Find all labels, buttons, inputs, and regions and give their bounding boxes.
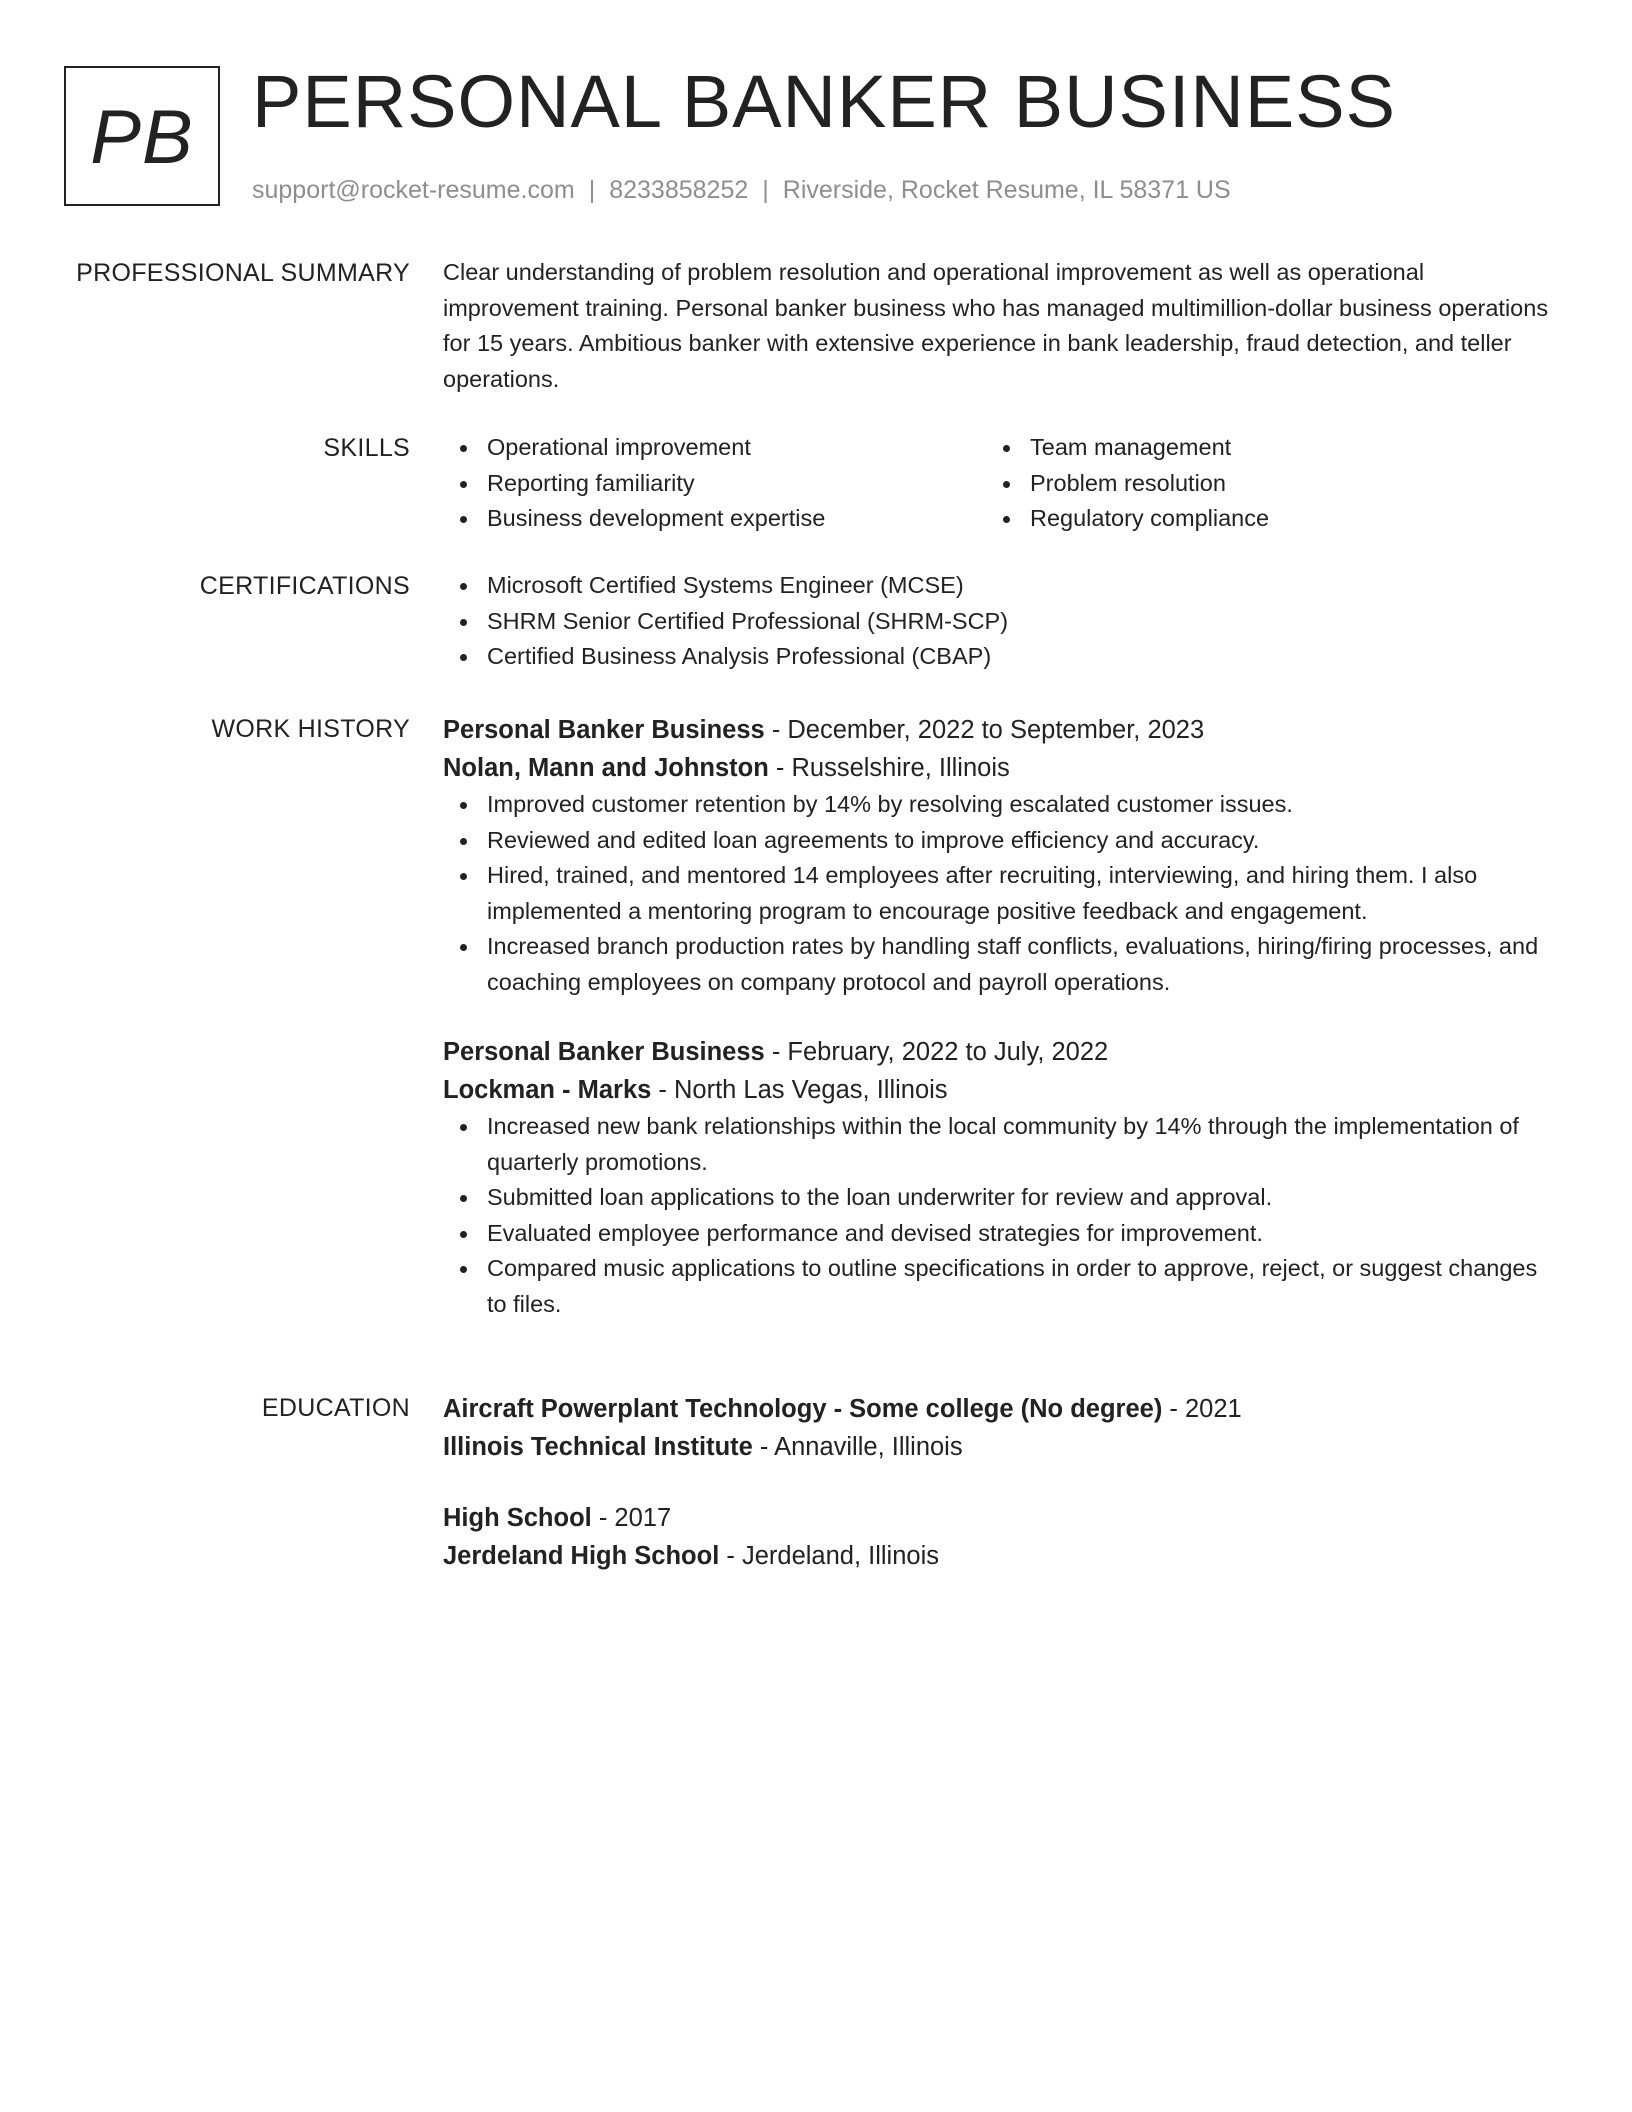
summary-body xyxy=(443,255,1558,397)
job-bullets xyxy=(443,1109,1558,1322)
job-company-line xyxy=(443,749,1558,787)
contact-separator: | xyxy=(588,176,596,204)
skill-item: Regulatory compliance xyxy=(986,501,1529,537)
contact-address: Riverside, Rocket Resume, IL 58371 US xyxy=(782,176,1231,204)
certification-item: Certified Business Analysis Professional (CBAP) xyxy=(443,639,1558,675)
skill-item: Business development expertise xyxy=(443,501,986,537)
education-school-line xyxy=(443,1428,1558,1466)
resume-name: PERSONAL BANKER BUSINESS xyxy=(252,60,1396,143)
job-bullet: Compared music applications to outline specifications in order to approve, reject, or suggest changes to files. xyxy=(443,1251,1558,1322)
contact-email: support@rocket-resume.com xyxy=(252,176,575,204)
education-year: - 2017 xyxy=(591,1504,672,1532)
section-label-education: EDUCATION xyxy=(261,1394,410,1422)
job-bullet: Submitted loan applications to the loan underwriter for review and approval. xyxy=(443,1180,1558,1216)
job-bullet: Evaluated employee performance and devised strategies for improvement. xyxy=(443,1216,1558,1252)
job-title: Personal Banker Business xyxy=(443,1038,765,1066)
skill-item: Problem resolution xyxy=(986,466,1529,502)
contact-line xyxy=(252,170,1231,210)
education-degree-line xyxy=(443,1499,1558,1537)
education-entry xyxy=(443,1499,1558,1575)
skills-body xyxy=(443,430,1558,537)
education-school: Illinois Technical Institute xyxy=(443,1433,753,1461)
job-title-line xyxy=(443,1033,1558,1071)
job-bullets xyxy=(443,787,1558,1000)
education-school-line xyxy=(443,1537,1558,1575)
skills-grid xyxy=(443,430,1558,537)
work-history-body xyxy=(443,711,1558,1322)
education-location: - Jerdeland, Illinois xyxy=(719,1542,939,1570)
monogram-initials: PB xyxy=(90,94,194,180)
job-bullet: Increased new bank relationships within the local community by 14% through the implementation of quarterly promotions. xyxy=(443,1109,1558,1180)
job-title: Personal Banker Business xyxy=(443,716,765,744)
skill-item: Operational improvement xyxy=(443,430,986,466)
job-location: - Russelshire, Illinois xyxy=(768,754,1010,782)
job-bullet: Reviewed and edited loan agreements to improve efficiency and accuracy. xyxy=(443,823,1558,859)
job-company-line xyxy=(443,1071,1558,1109)
certification-item: Microsoft Certified Systems Engineer (MCSE) xyxy=(443,568,1558,604)
education-school: Jerdeland High School xyxy=(443,1542,720,1570)
education-location: - Annaville, Illinois xyxy=(752,1433,963,1461)
education-year: - 2021 xyxy=(1162,1395,1242,1423)
education-degree-line xyxy=(443,1390,1558,1428)
certification-item: SHRM Senior Certified Professional (SHRM-SCP) xyxy=(443,604,1558,640)
section-label-certifications: CERTIFICATIONS xyxy=(199,572,410,600)
education-entry xyxy=(443,1390,1558,1466)
contact-phone: 8233858252 xyxy=(609,176,749,204)
job-title-line xyxy=(443,711,1558,749)
job-bullet: Hired, trained, and mentored 14 employees after recruiting, interviewing, and hiring them. I also implemented a mentoring program to encourage positive feedback and engagement. xyxy=(443,858,1558,929)
skills-column-1 xyxy=(443,430,986,537)
job-bullet: Increased branch production rates by handling staff conflicts, evaluations, hiring/firing processes, and coaching employees on company protocol and payroll operations. xyxy=(443,929,1558,1000)
job-dates: - December, 2022 to September, 2023 xyxy=(764,716,1205,744)
certifications-body xyxy=(443,568,1558,675)
section-label-work-history: WORK HISTORY xyxy=(211,715,410,743)
job-dates: - February, 2022 to July, 2022 xyxy=(764,1038,1109,1066)
job-location: - North Las Vegas, Illinois xyxy=(651,1076,948,1104)
monogram-badge xyxy=(64,66,220,206)
education-degree: High School xyxy=(443,1504,592,1532)
skill-item: Team management xyxy=(986,430,1529,466)
skill-item: Reporting familiarity xyxy=(443,466,986,502)
skills-column-2 xyxy=(986,430,1529,537)
job-entry xyxy=(443,1033,1558,1322)
job-bullet: Improved customer retention by 14% by resolving escalated customer issues. xyxy=(443,787,1558,823)
education-body xyxy=(443,1390,1558,1575)
job-entry xyxy=(443,711,1558,1000)
education-degree: Aircraft Powerplant Technology - Some college (No degree) xyxy=(443,1395,1163,1423)
contact-separator: | xyxy=(762,176,769,204)
summary-text: Clear understanding of problem resolution and operational improvement as well as operational improvement training. Personal banker business who has managed multimillion-dollar business operations for 15 years. Ambitious banker with extensive experience in bank leadership, fraud detection, and teller operations. xyxy=(443,259,1549,392)
job-company: Nolan, Mann and Johnston xyxy=(443,754,769,782)
job-company: Lockman - Marks xyxy=(443,1076,652,1104)
section-label-skills: SKILLS xyxy=(323,434,410,462)
certifications-list xyxy=(443,568,1558,675)
section-label-summary: PROFESSIONAL SUMMARY xyxy=(76,259,410,287)
